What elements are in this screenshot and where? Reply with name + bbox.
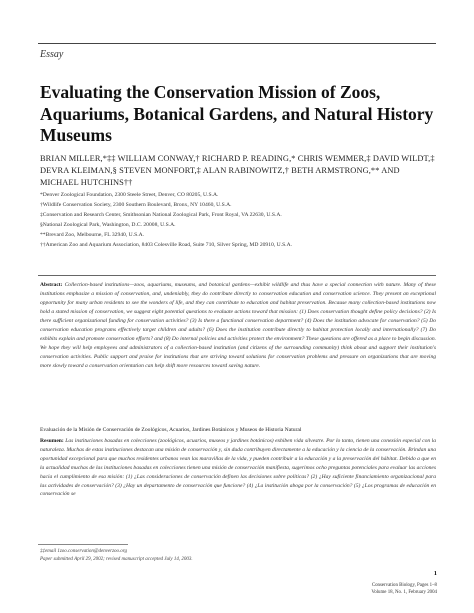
abstract-text: Collection-based institutions—zoos, aquariums, museums, and botanical gardens—exhibit wildlife and thus have a special connection with nature. Many of these institutions emphasize a mission of conservation, and, undeniably, they do contribute directly to conservation education and conservation science. They present an exceptional opportunity for many urban residents to see the wonders of life, and they can contribute to education and habitat preservation. Because many collection-based institutions now hold a stated mission of conservation, we suggest eight potential questions to evaluate actions toward that mission: (1) Does conservation thought define policy decisions? (2) Is there sufficient organizational funding for conservation activities? (3) Is there a functional conservation department? (4) Does the institution advocate for conservation? (5) Do conservation education programs effectively target children and adults? (6) Does the institution contribute directly to habitat protection locally and internationally? (7) Do exhibits explain and promote conservation efforts? and (8) Do internal policies and activities protect the environment? These questions are offered as a place to begin discussion. We hope they will help employees and administrators of a collection-based institution (and citizens of the surrounding community) think about and support their institution's conservation activities. Public support and praise for institutions that are striving toward solutions for conservation problems and pressure on organizations that are moving more slowly toward a conservation orientation can help shift more resources toward saving nature. xyxy=(40,282,436,369)
footnote-dates: Paper submitted April 29, 2002; revised manuscript accepted July 14, 2003. xyxy=(40,556,193,562)
footnote xyxy=(40,548,340,563)
footnote-email: ‡‡email 1zoo.conservation@denverzoo.org xyxy=(40,549,128,554)
journal-name-line: Conservation Biology, Pages 1–8 xyxy=(371,583,437,588)
resumen-label: Resumen: xyxy=(40,438,64,444)
journal-citation xyxy=(371,582,437,596)
affiliation-item: *Denver Zoological Foundation, 2300 Steele Street, Denver, CO 80205, U.S.A. xyxy=(40,192,219,198)
author-list: BRIAN MILLER,*‡‡ WILLIAM CONWAY,† RICHARD P. READING,* CHRIS WEMMER,‡ DAVID WILDT,‡ DEVRA KLEIMAN,§ STEVEN MONFORT,‡ ALAN RABINOWITZ,† BETH ARMSTRONG,** AND MICHAEL HUTCHINS†† xyxy=(40,154,435,187)
affiliation-list xyxy=(40,190,440,250)
abstract-block xyxy=(40,281,436,371)
article-title: Evaluating the Conservation Mission of Zoos, Aquariums, Botanical Gardens, and Natural History Museums xyxy=(40,82,434,145)
resumen-block xyxy=(40,437,436,499)
header-rule xyxy=(38,43,436,44)
resumen-text: Las instituciones basadas en colecciones (zoológicos, acuarios, museos y jardines botánicos) exhiben vida silvestre. Por lo tanto, tienen una conexión especial con la naturaleza. Muchas de estas instituciones destacan una misión de conservación y, sin duda contribuyen directamente a la educación y la ciencia de la conservación. Brindan una oportunidad excepcional para que muchos residentes urbanos vean las maravillas de la vida, y pueden contribuir a la educación y a la preservación del hábitat. Debido a que en la actualidad muchas de las instituciones basadas en colecciones tienen una misión de conservación manifiesta, sugerimos ocho preguntas potenciales para evaluar las acciones hacia el cumplimiento de esa misión: (1) ¿Las consideraciones de conservación definen las decisiones sobre políticas? (2) ¿Hay suficiente financiamiento organizacional para las actividades de conservación? (3) ¿Hay un departamento de conservación que funcione? (4) ¿La institución aboga por la conservación? (5) ¿Los programas de educación en conservación se xyxy=(40,438,436,498)
page-number: 1 xyxy=(433,570,437,577)
affiliation-item: ‡Conservation and Research Center, Smithsonian National Zoological Park, Front Royal, VA 22630, U.S.A. xyxy=(40,212,282,218)
abstract-rule xyxy=(38,275,436,276)
affiliation-item: †Wildlife Conservation Society, 2300 Southern Boulevard, Bronx, NY 10460, U.S.A. xyxy=(40,202,232,208)
section-label: Essay xyxy=(40,49,64,60)
footnote-rule xyxy=(38,544,128,545)
journal-volume-line: Volume 18, No. 1, February 2004 xyxy=(371,590,437,595)
affiliation-item: ††American Zoo and Aquarium Association, 8403 Colesville Road, Suite 710, Silver Spring, MD 20910, U.S.A. xyxy=(40,242,293,248)
spanish-title: Evaluación de la Misión de Conservación de Zoológicos, Acuarios, Jardines Botánicos y Museos de Historia Natural xyxy=(40,427,302,433)
abstract-label: Abstract: xyxy=(40,282,63,288)
affiliation-item: §National Zoological Park, Washington, D.C. 20008, U.S.A. xyxy=(40,222,176,228)
affiliation-item: **Brevard Zoo, Melbourne, FL 32940, U.S.A. xyxy=(40,232,145,238)
